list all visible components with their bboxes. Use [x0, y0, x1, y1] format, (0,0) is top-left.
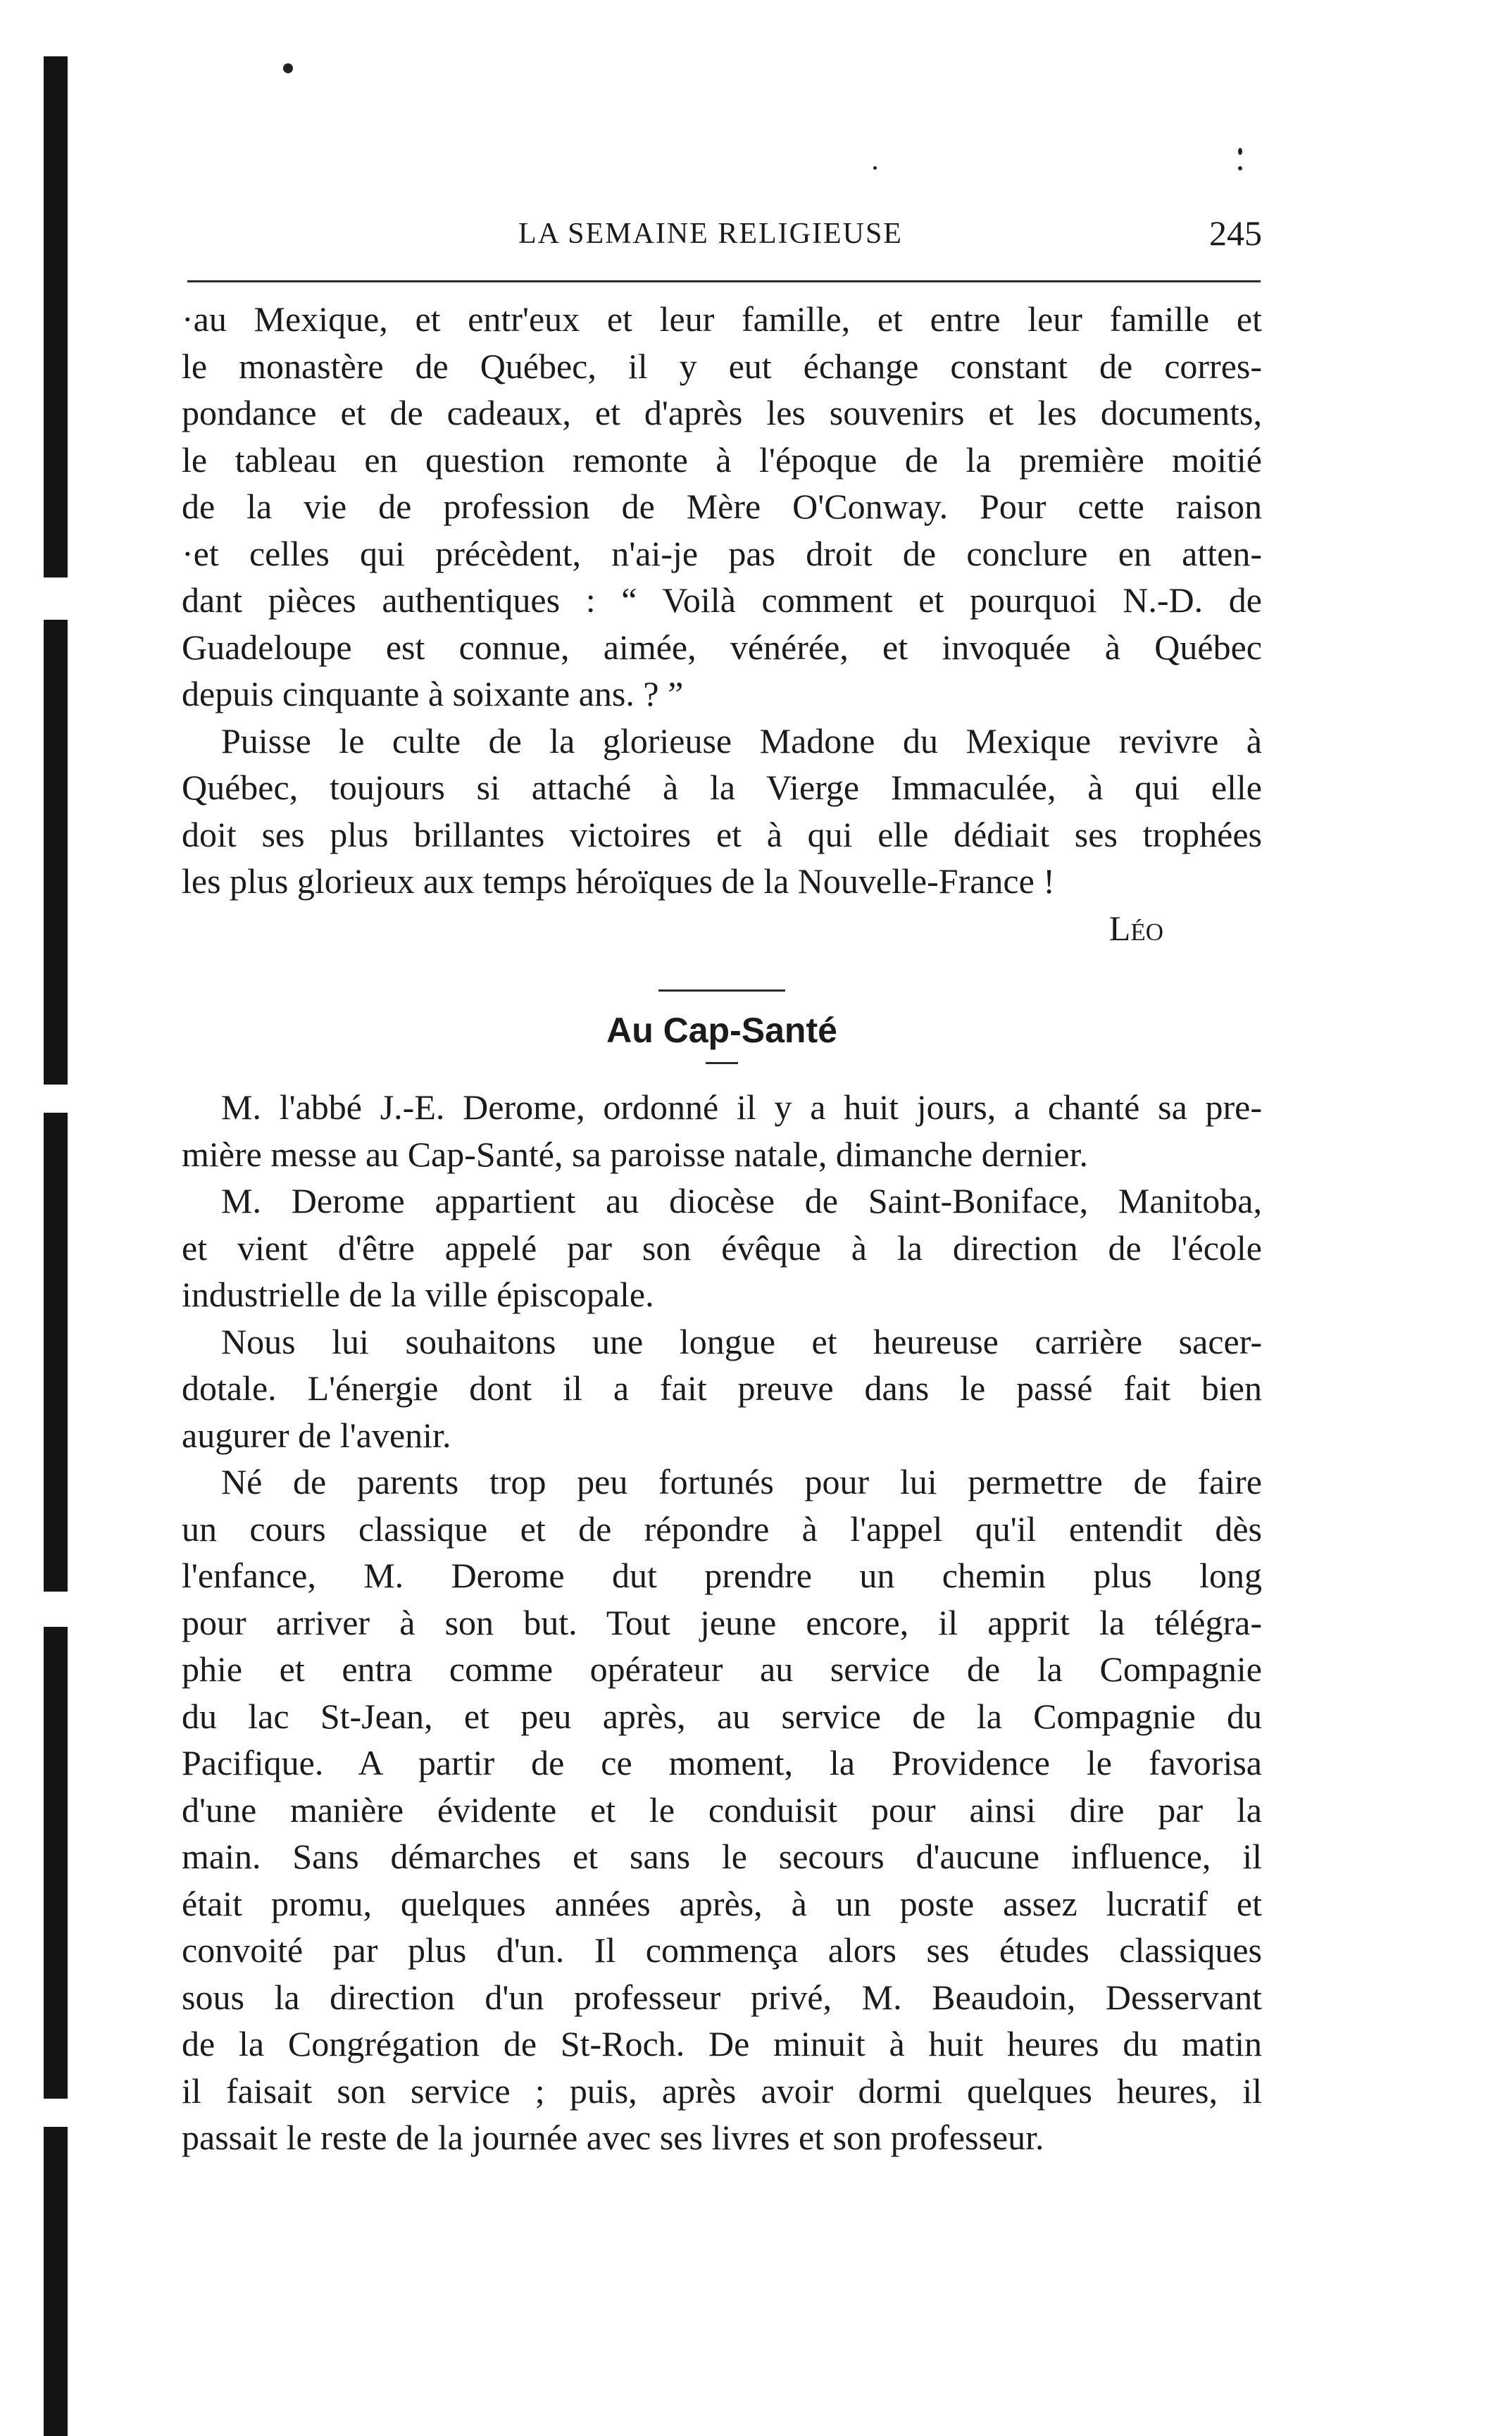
- text-line: du lac St-Jean, et peu après, au service de la Compagnie du: [182, 1696, 1262, 1736]
- ink-speck: [1238, 166, 1242, 170]
- binding-gap: [41, 2099, 70, 2127]
- article-continuation: [182, 296, 1262, 905]
- text-line: Pacifique. A partir de ce moment, la Providence le favorisa: [182, 1743, 1262, 1782]
- text-line: convoité par plus d'un. Il commença alors ses études classiques: [182, 1930, 1262, 1970]
- text-line: ·au Mexique, et entr'eux et leur famille, et entre leur famille et: [182, 299, 1262, 339]
- text-line: dant pièces authentiques : “ Voilà comment et pourquoi N.-D. de: [182, 580, 1262, 620]
- text-line: les plus glorieux aux temps héroïques de la Nouvelle-France !: [182, 861, 1055, 901]
- running-head: [182, 213, 1262, 259]
- section-title-rule: [706, 1062, 738, 1064]
- paragraph: [182, 718, 1262, 905]
- text-line: l'enfance, M. Derome dut prendre un chemin plus long: [182, 1556, 1262, 1595]
- text-line: de la vie de profession de Mère O'Conway. Pour cette raison: [182, 487, 1262, 526]
- text-line: mière messe au Cap-Santé, sa paroisse natale, dimanche dernier.: [182, 1134, 1089, 1174]
- text-line: d'une manière évidente et le conduisit pour ainsi dire par la: [182, 1789, 1262, 1830]
- text-line: augurer de l'avenir.: [182, 1415, 451, 1455]
- text-line: de la Congrégation de St-Roch. De minuit à huit heures du matin: [182, 2024, 1262, 2063]
- text-line: Guadeloupe est connue, aimée, vénérée, et invoquée à Québec: [182, 627, 1262, 667]
- paragraph: [182, 1178, 1262, 1318]
- text-line: et vient d'être appelé par son évêque à la direction de l'école: [182, 1228, 1262, 1268]
- text-line: Puisse le culte de la glorieuse Madone du Mexique revivre à: [221, 720, 1262, 761]
- text-line: dotale. L'énergie dont il a fait preuve dans le passé fait bien: [182, 1368, 1262, 1408]
- page-number: 245: [1209, 213, 1262, 253]
- text-line: pour arriver à son but. Tout jeune encore, il apprit la télégra-: [182, 1602, 1262, 1642]
- binding-gap: [41, 1592, 70, 1627]
- section-divider: [658, 989, 785, 992]
- header-rule: [187, 280, 1261, 282]
- text-line: passait le reste de la journée avec ses livres et son professeur.: [182, 2118, 1044, 2157]
- paragraph: [182, 296, 1262, 718]
- paragraph: [182, 1084, 1262, 1178]
- text-line: sous la direction d'un professeur privé, M. Beaudoin, Desservant: [182, 1977, 1262, 2017]
- text-line: main. Sans démarches et sans le secours d'aucune influence, il: [182, 1837, 1262, 1876]
- ink-speck: [283, 63, 293, 73]
- text-line: le monastère de Québec, il y eut échange constant de corres-: [182, 346, 1262, 386]
- ink-speck: [1238, 148, 1242, 155]
- paragraph: [182, 1459, 1262, 2161]
- text-line: doit ses plus brillantes victoires et à qui elle dédiait ses trophées: [182, 814, 1262, 854]
- text-line: ·et celles qui précèdent, n'ai-je pas droit de conclure en atten-: [182, 533, 1262, 573]
- signature: Léo: [1108, 908, 1163, 948]
- text-line: M. Derome appartient au diocèse de Saint-Boniface, Manitoba,: [221, 1181, 1262, 1220]
- running-title: LA SEMAINE RELIGIEUSE: [518, 218, 903, 250]
- text-line: Né de parents trop peu fortunés pour lui permettre de faire: [221, 1462, 1262, 1501]
- text-line: industrielle de la ville épiscopale.: [182, 1275, 654, 1314]
- text-line: phie et entra comme opérateur au service de la Compagnie: [182, 1649, 1262, 1689]
- text-line: un cours classique et de répondre à l'appel qu'il entendit dès: [182, 1509, 1262, 1549]
- text-line: était promu, quelques années après, à un poste assez lucratif et: [182, 1883, 1262, 1923]
- section-title: Au Cap-Santé: [606, 1011, 837, 1050]
- article-body: [182, 296, 1262, 2161]
- text-line: Nous lui souhaitons une longue et heureuse carrière sacer-: [221, 1321, 1262, 1361]
- text-line: il faisait son service ; puis, après avoir dormi quelques heures, il: [182, 2070, 1262, 2111]
- text-line: depuis cinquante à soixante ans. ? ”: [182, 674, 684, 713]
- ink-speck: [873, 166, 877, 170]
- page-binding-edge: [44, 56, 68, 2436]
- binding-gap: [41, 577, 70, 620]
- text-line: M. l'abbé J.-E. Derome, ordonné il y a huit jours, a chanté sa pre-: [221, 1087, 1262, 1127]
- paragraph: [182, 1318, 1262, 1459]
- binding-gap: [41, 1085, 70, 1113]
- text-line: Québec, toujours si attaché à la Vierge Immaculée, à qui elle: [182, 768, 1262, 807]
- text-line: pondance et de cadeaux, et d'après les souvenirs et les documents,: [182, 393, 1262, 432]
- text-line: le tableau en question remonte à l'époque de la première moitié: [182, 439, 1262, 480]
- article-cap-sante: [182, 1084, 1262, 2161]
